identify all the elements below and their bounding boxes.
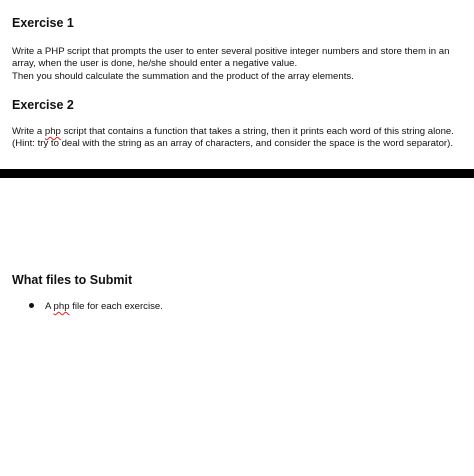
- exercise-2-heading: Exercise 2: [12, 98, 74, 112]
- submit-item-end: file for each exercise.: [69, 301, 163, 312]
- exercise-1-line-1: Write a PHP script that prompts the user to enter several positive integer numbers and store them in an: [12, 46, 450, 57]
- spellcheck-php-word: php: [44, 126, 61, 137]
- exercise-2-description: [12, 126, 468, 151]
- exercise-1-description: [12, 46, 468, 83]
- exercise-1-line-3: Then you should calculate the summation and the product of the array elements.: [12, 70, 354, 82]
- submit-list-item: [29, 301, 163, 313]
- exercise-1-line-2: array, when the user is done, he/she should enter a negative value.: [12, 58, 298, 70]
- exercise-2-line-1-start: Write a: [12, 126, 45, 137]
- page-divider-bar: [0, 169, 474, 178]
- spellcheck-php-word: php: [53, 301, 70, 312]
- submit-heading: What files to Submit: [12, 273, 133, 287]
- exercise-1-heading: Exercise 1: [12, 16, 74, 30]
- exercise-2-line-1: [12, 126, 468, 138]
- submit-item-start: A: [45, 301, 54, 312]
- bullet-icon: [29, 303, 34, 308]
- exercise-2-line-1-end: script that contains a function that takes a string, then it prints each word of this string alone.: [60, 126, 454, 137]
- exercise-2-line-2: (Hint: try to deal with the string as an array of characters, and consider the space is the word separator).: [12, 138, 453, 150]
